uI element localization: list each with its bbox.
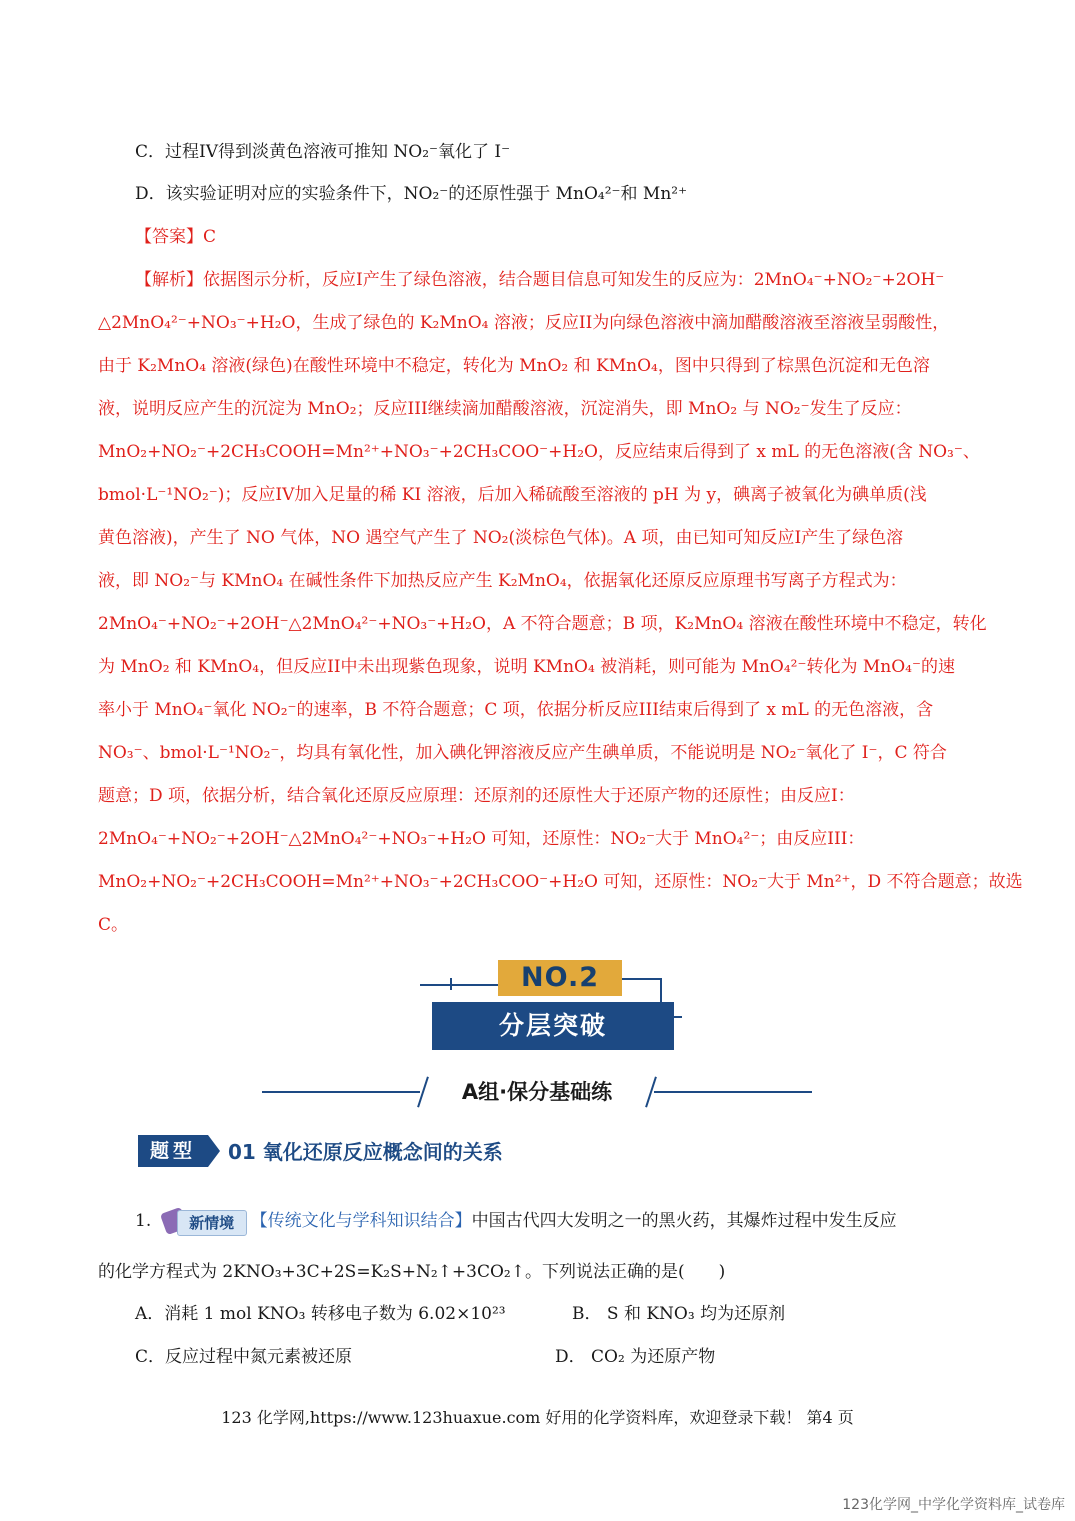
topic-tag [138, 1135, 218, 1167]
banner-wire-right [622, 978, 662, 980]
analysis-line-15: MnO₂+NO₂⁻+2CH₃COOH=Mn²⁺+NO₃⁻+2CH₃COO⁻+H₂O 可知，还原性：NO₂⁻大于 Mn²⁺，D 不符合题意；故选 [98, 872, 1023, 892]
analysis-line-16: C。 [98, 915, 129, 935]
question-number: 1. [135, 1211, 152, 1231]
option-a: A．消耗 1 mol KNO₃ 转移电子数为 6.02×10²³ [135, 1304, 506, 1324]
analysis-line-5: MnO₂+NO₂⁻+2CH₃COOH=Mn²⁺+NO₃⁻+2CH₃COO⁻+H₂O，反应结束后得到了 x mL 的无色溶液(含 NO₃⁻、 [98, 442, 980, 462]
banner-wire-end [674, 1016, 682, 1018]
banner-wire-right-drop [660, 978, 662, 1004]
group-rule-right [654, 1091, 812, 1093]
group-title: A组·保分基础练 [461, 1080, 613, 1104]
group-heading [262, 1074, 812, 1110]
analysis-line-9: 2MnO₄⁻+NO₂⁻+2OH⁻△2MnO₄²⁻+NO₃⁻+H₂O，A 不符合题意；B 项，K₂MnO₄ 溶液在酸性环境中不稳定，转化 [98, 614, 987, 634]
analysis-line-14: 2MnO₄⁻+NO₂⁻+2OH⁻△2MnO₄²⁻+NO₃⁻+H₂O 可知，还原性：NO₂⁻大于 MnO₄²⁻；由反应III： [98, 829, 865, 849]
analysis-line-13: 题意；D 项，依据分析，结合氧化还原反应原理：还原剂的还原性大于还原产物的还原性；由反应I： [98, 786, 855, 806]
analysis-line-12: NO₃⁻、bmol·L⁻¹NO₂⁻，均具有氧化性，加入碘化钾溶液反应产生碘单质，不能说明是 NO₂⁻氧化了 I⁻，C 符合 [98, 743, 947, 763]
analysis-line-6: bmol·L⁻¹NO₂⁻)；反应IV加入足量的稀 KI 溶液，后加入稀硫酸至溶液的 pH 为 y，碘离子被氧化为碘单质(浅 [98, 485, 927, 505]
question-tag: 【传统文化与学科知识结合】 [250, 1211, 472, 1231]
analysis-line-10: 为 MnO₂ 和 KMnO₄，但反应II中未出现紫色现象，说明 KMnO₄ 被消耗，则可能为 MnO₄²⁻转化为 MnO₄⁻的速 [98, 657, 955, 677]
new-context-badge [157, 1208, 247, 1236]
watermark: 123化学网_中学化学资料库_试卷库 [842, 1497, 1065, 1513]
topic-title: 01 氧化还原反应概念间的关系 [228, 1140, 503, 1164]
question-1-line-1 [135, 1206, 897, 1236]
answer-line [135, 225, 216, 249]
analysis-line-1: 【解析】依据图示分析，反应I产生了绿色溶液，结合题目信息可知发生的反应为：2MnO₄⁻+NO₂⁻+2OH⁻ [135, 270, 945, 290]
group-rule-left [262, 1091, 420, 1093]
analysis-line-3: 由于 K₂MnO₄ 溶液(绿色)在酸性环境中不稳定，转化为 MnO₂ 和 KMnO₄，图中只得到了棕黑色沉淀和无色溶 [98, 356, 930, 376]
page-footer: 123 化学网,https://www.123huaxue.com 好用的化学资料库，欢迎登录下载！ 第4 页 [221, 1408, 854, 1427]
analysis-line-2: △2MnO₄²⁻+NO₃⁻+H₂O，生成了绿色的 K₂MnO₄ 溶液；反应II为向绿色溶液中滴加醋酸溶液至溶液呈弱酸性， [98, 313, 950, 333]
section-title: 分层突破 [432, 1002, 674, 1050]
analysis-line-11: 率小于 MnO₄⁻氧化 NO₂⁻的速率，B 不符合题意；C 项，依据分析反应III结束后得到了 x mL 的无色溶液，含 [98, 700, 934, 720]
answer-value: C [203, 227, 217, 247]
answer-label: 【答案】 [135, 227, 203, 247]
section-banner [420, 958, 680, 1058]
topic-tag-label: 题型 [138, 1135, 208, 1167]
option-c: C．反应过程中氮元素被还原 [135, 1347, 353, 1367]
option-d: D． CO₂ 为还原产物 [555, 1347, 716, 1367]
option-b: B． S 和 KNO₃ 均为还原剂 [572, 1304, 786, 1324]
section-number: NO.2 [498, 960, 622, 996]
banner-wire-tick [450, 978, 452, 990]
analysis-line-8: 液，即 NO₂⁻与 KMnO₄ 在碱性条件下加热反应产生 K₂MnO₄，依据氧化还原反应原理书写离子方程式为： [98, 571, 907, 591]
option-d-previous: D．该实验证明对应的实验条件下，NO₂⁻的还原性强于 MnO₄²⁻和 Mn²⁺ [135, 184, 688, 204]
analysis-line-7: 黄色溶液)，产生了 NO 气体，NO 遇空气产生了 NO₂(淡棕色气体)。A 项，由已知可知反应I产生了绿色溶 [98, 528, 904, 548]
new-context-label: 新情境 [177, 1210, 247, 1236]
topic-tag-arrow [208, 1135, 220, 1167]
question-text-1: 中国古代四大发明之一的黑火药，其爆炸过程中发生反应 [471, 1211, 897, 1231]
banner-wire-left [420, 984, 498, 986]
analysis-line-4: 液，说明反应产生的沉淀为 MnO₂；反应III继续滴加醋酸溶液，沉淀消失，即 MnO₂ 与 NO₂⁻发生了反应： [98, 399, 912, 419]
option-c-previous: C．过程IV得到淡黄色溶液可推知 NO₂⁻氧化了 I⁻ [135, 142, 511, 162]
question-1-line-2: 的化学方程式为 2KNO₃+3C+2S=K₂S+N₂↑+3CO₂↑。下列说法正确的是( ) [98, 1262, 726, 1282]
